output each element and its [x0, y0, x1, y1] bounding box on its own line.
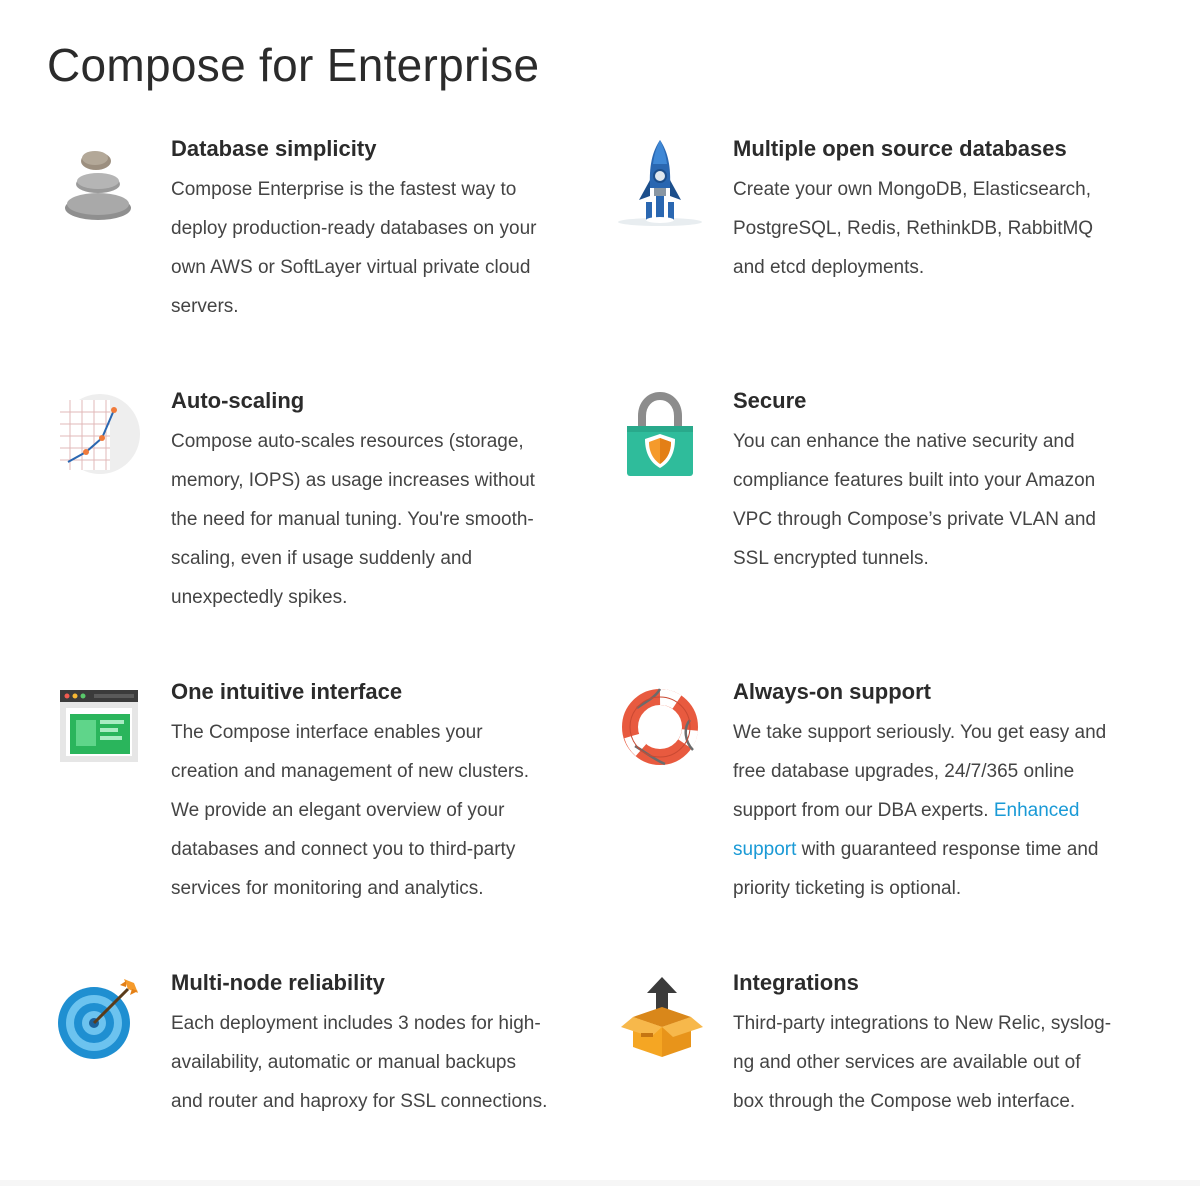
page-title: Compose for Enterprise: [47, 39, 540, 91]
feature-description: [171, 1004, 581, 1121]
feature-title: Always-on support: [733, 679, 932, 704]
description-line: Third-party integrations to New Relic, syslog-: [733, 1013, 1112, 1034]
description-line: memory, IOPS) as usage increases without: [171, 470, 535, 491]
description-line: and router and haproxy for SSL connections.: [171, 1091, 548, 1112]
description-line: the need for manual tuning. You're smooth-: [171, 509, 534, 530]
description-line: PostgreSQL, Redis, RethinkDB, RabbitMQ: [733, 218, 1094, 239]
description-line: with guaranteed response time and: [796, 839, 1099, 860]
description-line: servers.: [171, 296, 239, 317]
description-line: The Compose interface enables your: [171, 722, 483, 743]
description-line: support from our DBA experts.: [733, 800, 994, 821]
description-line: SSL encrypted tunnels.: [733, 548, 929, 569]
description-line: Create your own MongoDB, Elasticsearch,: [733, 179, 1091, 200]
description-line: box through the Compose web interface.: [733, 1091, 1076, 1112]
bottom-divider: [0, 1180, 1200, 1186]
description-line: Compose Enterprise is the fastest way to: [171, 179, 517, 200]
description-line: unexpectedly spikes.: [171, 587, 348, 608]
description-line: You can enhance the native security and: [733, 431, 1075, 452]
feature-description: [733, 422, 1143, 578]
feature-description: [171, 422, 581, 617]
target-arrow-icon: [54, 973, 144, 1063]
stacked-stones-icon: [54, 138, 144, 228]
enhanced-support-link-text[interactable]: Enhanced: [993, 800, 1080, 821]
enhanced-support-link-text[interactable]: support: [733, 839, 797, 860]
feature-title: One intuitive interface: [171, 679, 403, 704]
description-line: free database upgrades, 24/7/365 online: [733, 761, 1075, 782]
description-line: and etcd deployments.: [733, 257, 925, 278]
description-line: availability, automatic or manual backups: [171, 1052, 516, 1073]
rocket-icon: [615, 138, 705, 228]
description-line: compliance features built into your Amazon: [733, 470, 1096, 491]
open-box-upload-icon: [615, 973, 705, 1063]
description-line: VPC through Compose’s private VLAN and: [733, 509, 1096, 530]
description-line: We provide an elegant overview of your: [171, 800, 505, 821]
growth-chart-icon: [54, 390, 144, 480]
feature-title: Multiple open source databases: [733, 136, 1067, 161]
description-line: creation and management of new clusters.: [171, 761, 530, 782]
description-line: scaling, even if usage suddenly and: [171, 548, 473, 569]
padlock-shield-icon: [615, 390, 705, 480]
life-ring-icon: [615, 680, 705, 770]
description-line: Compose auto-scales resources (storage,: [171, 431, 524, 452]
feature-title: Auto-scaling: [171, 388, 305, 413]
description-line: We take support seriously. You get easy and: [733, 722, 1107, 743]
feature-title: Database simplicity: [171, 136, 377, 161]
feature-title: Secure: [733, 388, 807, 413]
feature-description: [733, 713, 1143, 908]
description-line: ng and other services are available out of: [733, 1052, 1081, 1073]
feature-description: [733, 170, 1143, 287]
feature-description: [733, 1004, 1143, 1121]
description-line: services for monitoring and analytics.: [171, 878, 484, 899]
feature-description: [171, 170, 581, 326]
feature-description: [171, 713, 581, 908]
description-line: priority ticketing is optional.: [733, 878, 962, 899]
browser-window-icon: [54, 680, 144, 770]
description-line: deploy production-ready databases on your: [171, 218, 537, 239]
description-line: own AWS or SoftLayer virtual private cloud: [171, 257, 531, 278]
feature-title: Multi-node reliability: [171, 970, 385, 995]
feature-title: Integrations: [733, 970, 859, 995]
description-line: Each deployment includes 3 nodes for high-: [171, 1013, 541, 1034]
description-line: databases and connect you to third-party: [171, 839, 516, 860]
